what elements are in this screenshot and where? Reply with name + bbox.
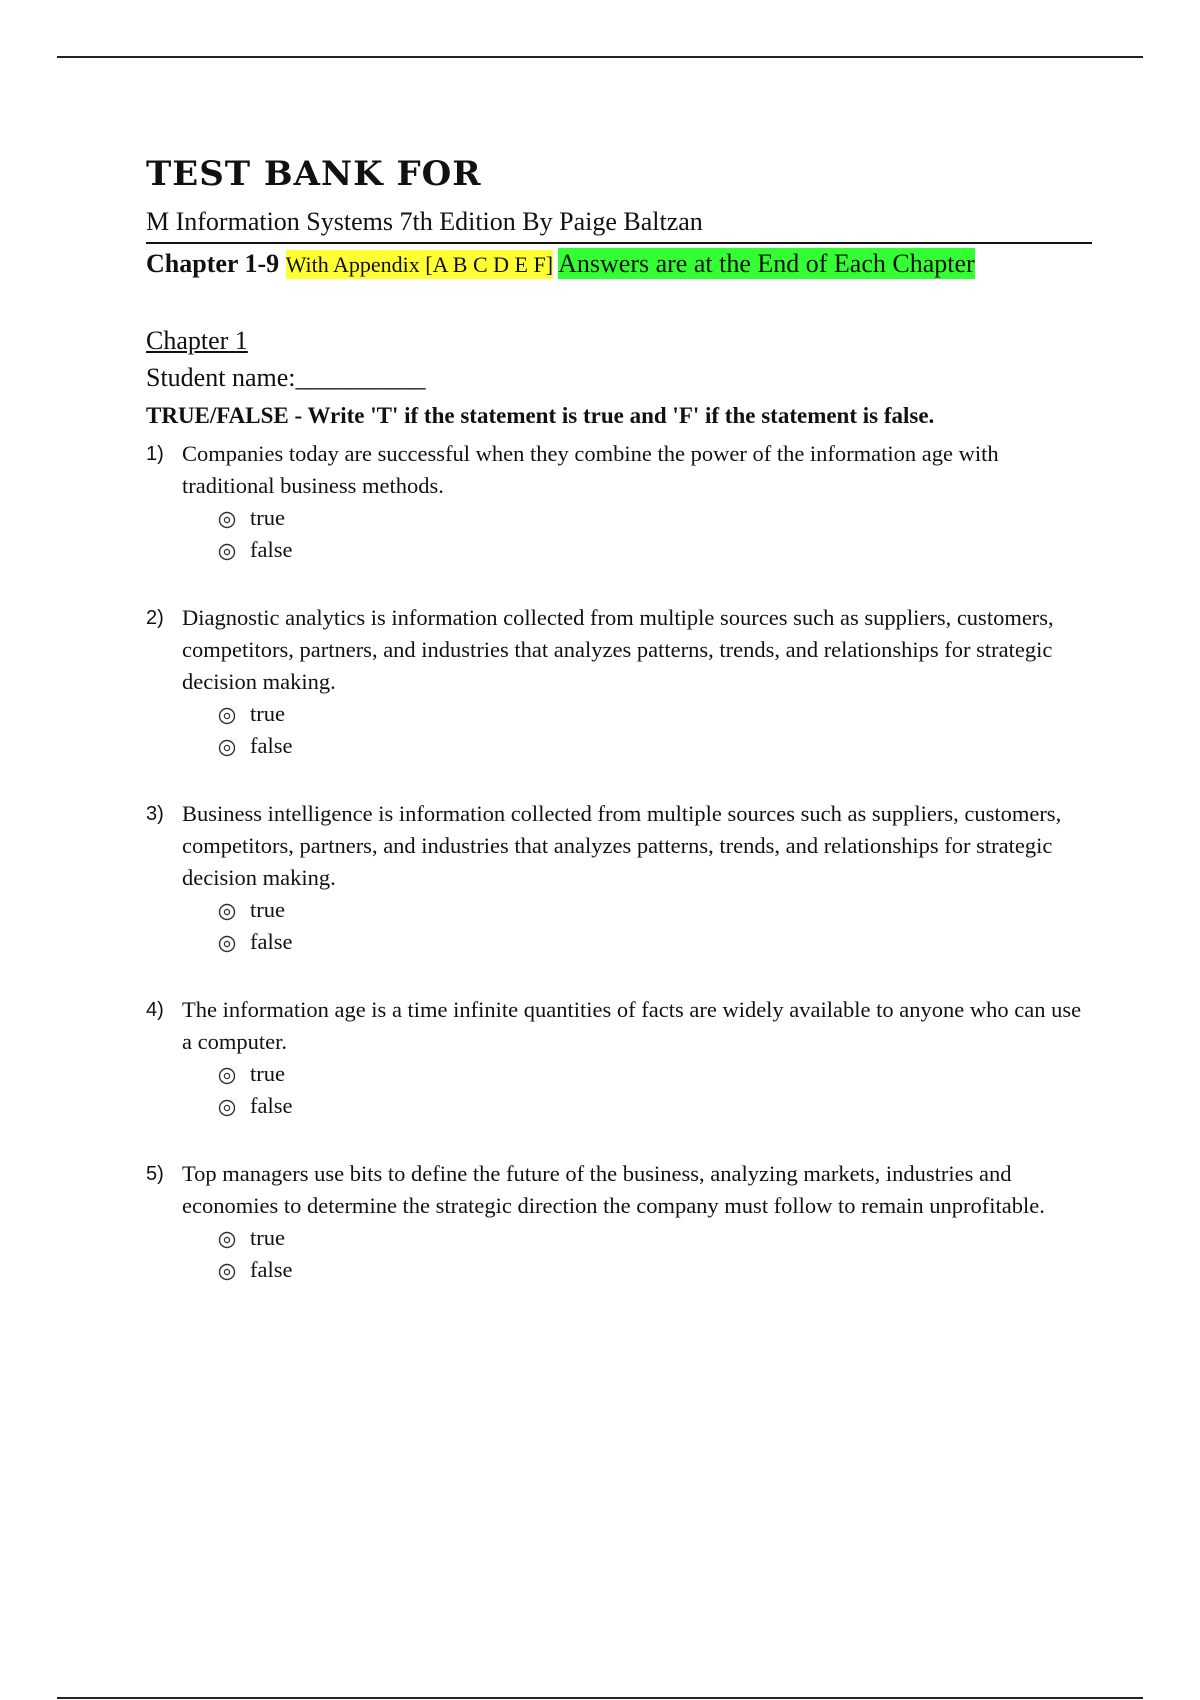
answer-options — [218, 1222, 1092, 1286]
answer-option-false[interactable] — [218, 730, 1092, 762]
question-text: Diagnostic analytics is information collected from multiple sources such as suppliers, customers, competitors, partners, and industries that analyzes patterns, trends, and relationships for strategic decision making. — [182, 605, 1054, 694]
answer-option-true[interactable] — [218, 894, 1092, 926]
document-title: TEST BANK FOR — [146, 154, 482, 194]
chapter-heading: Chapter 1 — [146, 326, 248, 355]
question-text: The information age is a time infinite quantities of facts are widely available to anyone who can use a computer. — [182, 997, 1082, 1054]
question-item — [146, 798, 1092, 958]
answer-option-label: true — [250, 1225, 285, 1250]
answer-option-label: true — [250, 897, 285, 922]
answer-option-false[interactable] — [218, 926, 1092, 958]
chapter-range-line — [146, 242, 1092, 282]
answer-option-false[interactable] — [218, 534, 1092, 566]
student-name-label: Student name:__________ — [146, 363, 426, 392]
radio-button-icon[interactable] — [218, 509, 236, 527]
question-text: Business intelligence is information collected from multiple sources such as suppliers, customers, competitors, partners, and industries that analyzes patterns, trends, and relationships for strategic decision making. — [182, 801, 1062, 890]
answer-option-label: true — [250, 701, 285, 726]
question-number: 2) — [146, 607, 164, 629]
answer-option-label: false — [250, 733, 293, 758]
answer-option-label: false — [250, 537, 293, 562]
chapter-range: Chapter 1-9 — [146, 249, 280, 278]
answers-note: Answers are at the End of Each Chapter — [558, 249, 975, 278]
top-rule — [57, 56, 1143, 58]
radio-button-icon[interactable] — [218, 901, 236, 919]
radio-button-icon[interactable] — [218, 1097, 236, 1115]
answer-option-true[interactable] — [218, 698, 1092, 730]
question-number: 3) — [146, 803, 164, 825]
radio-button-icon[interactable] — [218, 933, 236, 951]
answer-options — [218, 1058, 1092, 1122]
question-item — [146, 602, 1092, 762]
answer-option-label: false — [250, 1257, 293, 1282]
question-number: 4) — [146, 999, 164, 1021]
radio-button-icon[interactable] — [218, 1065, 236, 1083]
radio-button-icon[interactable] — [218, 541, 236, 559]
answer-option-label: true — [250, 505, 285, 530]
question-item — [146, 1158, 1092, 1286]
radio-button-icon[interactable] — [218, 737, 236, 755]
answer-option-true[interactable] — [218, 1058, 1092, 1090]
question-text: Companies today are successful when they combine the power of the information age with traditional business methods. — [182, 441, 999, 498]
question-item — [146, 438, 1092, 566]
radio-button-icon[interactable] — [218, 1261, 236, 1279]
document-subtitle: M Information Systems 7th Edition By Paige Baltzan — [146, 207, 703, 236]
question-list — [146, 438, 1092, 1286]
question-number: 5) — [146, 1163, 164, 1185]
answer-options — [218, 502, 1092, 566]
radio-button-icon[interactable] — [218, 1229, 236, 1247]
true-false-instructions: TRUE/FALSE - Write 'T' if the statement is true and 'F' if the statement is false. — [146, 403, 935, 428]
document-body — [146, 150, 1092, 1286]
question-number: 1) — [146, 443, 164, 465]
answer-option-false[interactable] — [218, 1254, 1092, 1286]
answer-option-label: true — [250, 1061, 285, 1086]
answer-option-label: false — [250, 1093, 293, 1118]
answer-option-label: false — [250, 929, 293, 954]
appendix-note: With Appendix [A B C D E F] — [285, 252, 554, 277]
answer-option-true[interactable] — [218, 502, 1092, 534]
radio-button-icon[interactable] — [218, 705, 236, 723]
bottom-rule — [57, 1697, 1143, 1699]
question-text: Top managers use bits to define the future of the business, analyzing markets, industries and economies to determine the strategic direction the company must follow to remain unprofitable. — [182, 1161, 1045, 1218]
answer-option-true[interactable] — [218, 1222, 1092, 1254]
answer-options — [218, 894, 1092, 958]
question-item — [146, 994, 1092, 1122]
answer-option-false[interactable] — [218, 1090, 1092, 1122]
answer-options — [218, 698, 1092, 762]
